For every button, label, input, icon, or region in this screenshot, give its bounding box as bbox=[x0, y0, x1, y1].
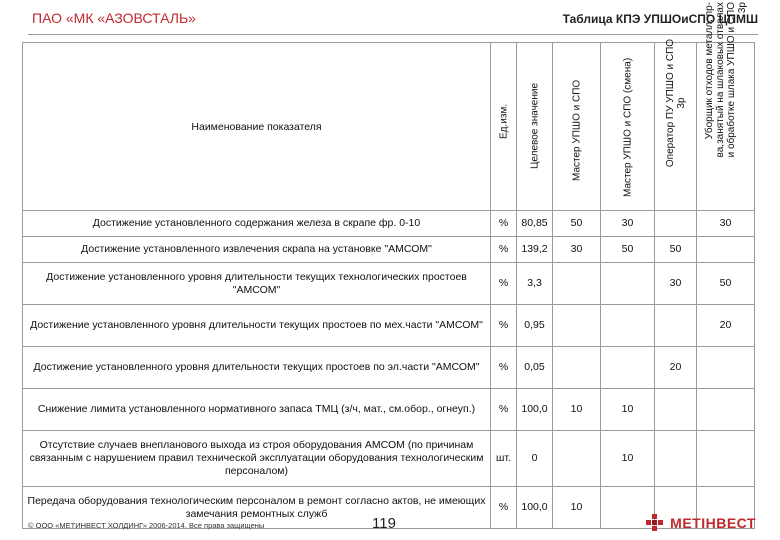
page-number: 119 bbox=[372, 515, 396, 532]
row-c1: 10 bbox=[553, 487, 601, 529]
row-c1: 50 bbox=[553, 211, 601, 237]
table-header-row bbox=[23, 43, 755, 211]
row-c2: 50 bbox=[601, 237, 655, 263]
row-name: Передача оборудования технологическим персоналом в ремонт согласно актов, не имеющих замечания ремонтных служб bbox=[23, 487, 491, 529]
row-c2 bbox=[601, 263, 655, 305]
column-header-unit: Ед.изм. bbox=[491, 43, 517, 211]
metinvest-logo-icon bbox=[646, 514, 664, 532]
row-c2: 30 bbox=[601, 211, 655, 237]
row-c4: 30 bbox=[697, 211, 755, 237]
row-unit: % bbox=[491, 211, 517, 237]
row-name: Достижение установленного уровня длительности текущих простоев по эл.части "АМСОМ" bbox=[23, 347, 491, 389]
row-c3 bbox=[655, 431, 697, 487]
row-c3: 30 bbox=[655, 263, 697, 305]
footer-copyright: © ООО «МЕТИНВЕСТ ХОЛДИНГ» 2006-2014. Все права защищены bbox=[28, 521, 265, 530]
row-c1 bbox=[553, 347, 601, 389]
row-unit: % bbox=[491, 263, 517, 305]
row-unit: % bbox=[491, 237, 517, 263]
row-name: Отсутствие случаев внепланового выхода из строя оборудования АМСОМ (по причинам связанным с нарушением правил технической эксплуатации оборудования технологическим персоналом) bbox=[23, 431, 491, 487]
row-c2 bbox=[601, 347, 655, 389]
row-unit: % bbox=[491, 305, 517, 347]
row-c4 bbox=[697, 389, 755, 431]
table-row bbox=[23, 263, 755, 305]
row-target: 80,85 bbox=[517, 211, 553, 237]
company-name: ПАО «МК «АЗОВСТАЛЬ» bbox=[32, 10, 196, 26]
row-target: 3,3 bbox=[517, 263, 553, 305]
row-c3 bbox=[655, 389, 697, 431]
row-target: 0,95 bbox=[517, 305, 553, 347]
row-name: Достижение установленного уровня длительности текущих технологических простоев "АМСОМ" bbox=[23, 263, 491, 305]
row-c2: 10 bbox=[601, 431, 655, 487]
row-c1: 10 bbox=[553, 389, 601, 431]
row-c1 bbox=[553, 431, 601, 487]
column-header-target: Целевое значение bbox=[517, 43, 553, 211]
table-row bbox=[23, 389, 755, 431]
row-c2: 10 bbox=[601, 389, 655, 431]
row-name: Снижение лимита установленного нормативного запаса ТМЦ (з/ч, мат., см.обор., огнеуп.) bbox=[23, 389, 491, 431]
row-c4: 50 bbox=[697, 263, 755, 305]
row-c3: 20 bbox=[655, 347, 697, 389]
row-target: 0,05 bbox=[517, 347, 553, 389]
row-c4 bbox=[697, 237, 755, 263]
row-target: 139,2 bbox=[517, 237, 553, 263]
column-header-c4: Уборщик отходов металл. пр-ва,занятый на шлаковых отвалах и обработке шлака УПШО и СПО 3р bbox=[697, 43, 755, 211]
row-c2 bbox=[601, 305, 655, 347]
row-unit: % bbox=[491, 347, 517, 389]
row-target: 100,0 bbox=[517, 389, 553, 431]
row-c1 bbox=[553, 305, 601, 347]
row-c1 bbox=[553, 263, 601, 305]
table-row bbox=[23, 237, 755, 263]
row-target: 0 bbox=[517, 431, 553, 487]
row-unit: шт. bbox=[491, 431, 517, 487]
row-unit: % bbox=[491, 487, 517, 529]
table-row bbox=[23, 305, 755, 347]
row-name: Достижение установленного содержания железа в скрапе фр. 0-10 bbox=[23, 211, 491, 237]
table-row bbox=[23, 211, 755, 237]
row-c3 bbox=[655, 305, 697, 347]
row-c4 bbox=[697, 347, 755, 389]
table-row bbox=[23, 431, 755, 487]
column-header-name: Наименование показателя bbox=[23, 43, 491, 211]
logo-text: МЕТІНВЕСТ bbox=[670, 515, 756, 531]
row-c4 bbox=[697, 431, 755, 487]
row-c3 bbox=[655, 211, 697, 237]
top-rule bbox=[28, 34, 758, 35]
document-title: Таблица КПЭ УПШОиСПО ЦПМШ bbox=[562, 12, 758, 26]
column-header-c2: Мастер УПШО и СПО (смена) bbox=[601, 43, 655, 211]
row-unit: % bbox=[491, 389, 517, 431]
column-header-c3: Оператор ПУ УПШО и СПО 3р bbox=[655, 43, 697, 211]
footer-logo bbox=[646, 514, 756, 532]
row-name: Достижение установленного извлечения скрапа на установке "АМСОМ" bbox=[23, 237, 491, 263]
table-row bbox=[23, 347, 755, 389]
row-name: Достижение установленного уровня длительности текущих простоев по мех.части "АМСОМ" bbox=[23, 305, 491, 347]
row-target: 100,0 bbox=[517, 487, 553, 529]
row-c1: 30 bbox=[553, 237, 601, 263]
row-c3: 50 bbox=[655, 237, 697, 263]
column-header-c1: Мастер УПШО и СПО bbox=[553, 43, 601, 211]
row-c4: 20 bbox=[697, 305, 755, 347]
